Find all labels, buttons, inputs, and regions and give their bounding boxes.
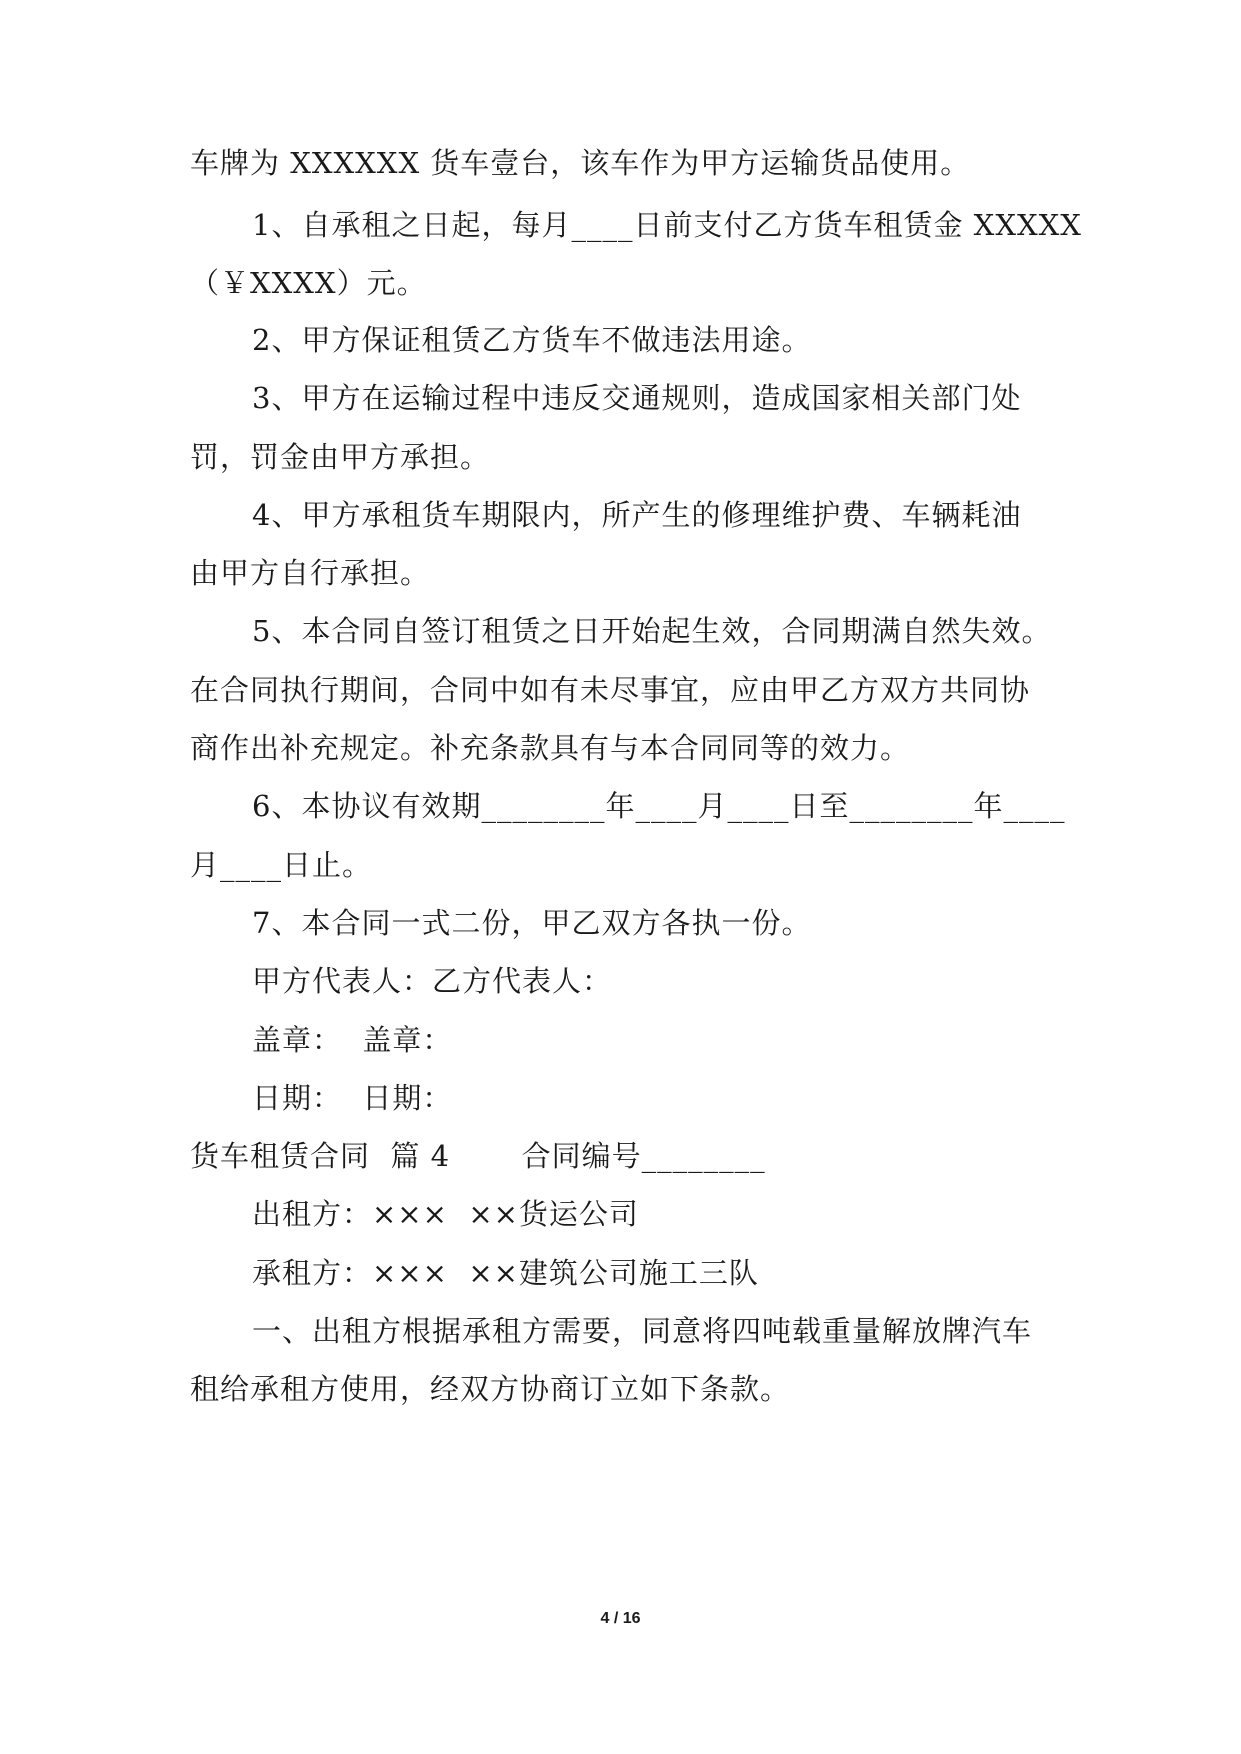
date-line: 日期： 日期： xyxy=(252,1081,453,1115)
seal-line: 盖章： 盖章： xyxy=(252,1023,453,1057)
lessee-line: 承租方：××× ××建筑公司施工三队 xyxy=(252,1256,759,1290)
lessor-line: 出租方：××× ××货运公司 xyxy=(252,1197,639,1231)
clause-1-continuation: （￥XXXX）元。 xyxy=(190,266,427,300)
section-heading: 货车租赁合同 篇 4 合同编号________ xyxy=(190,1139,766,1173)
clause-4-continuation: 由甲方自行承担。 xyxy=(190,556,431,590)
clause-7-line: 7、本合同一式二份，甲乙双方各执一份。 xyxy=(252,906,812,940)
clause-4-line: 4、甲方承租货车期限内，所产生的修理维护费、车辆耗油 xyxy=(252,498,1022,532)
clause-2-line: 2、甲方保证租赁乙方货车不做违法用途。 xyxy=(252,323,812,357)
article-1-line: 一、出租方根据承租方需要，同意将四吨载重量解放牌汽车 xyxy=(252,1314,1033,1348)
paragraph-line: 车牌为 XXXXXX 货车壹台，该车作为甲方运输货品使用。 xyxy=(190,146,971,180)
clause-5-continuation-2: 商作出补充规定。补充条款具有与本合同同等的效力。 xyxy=(190,731,911,765)
article-1-continuation: 租给承租方使用，经双方协商订立如下条款。 xyxy=(190,1372,791,1406)
clause-6-line: 6、本协议有效期________年____月____日至________年____ xyxy=(252,789,1066,823)
representatives-line: 甲方代表人：乙方代表人： xyxy=(252,964,613,998)
clause-5-continuation-1: 在合同执行期间，合同中如有未尽事宜，应由甲乙方双方共同协 xyxy=(190,673,1031,707)
clause-5-line: 5、本合同自签订租赁之日开始起生效，合同期满自然失效。 xyxy=(252,614,1052,648)
clause-3-continuation: 罚，罚金由甲方承担。 xyxy=(190,440,491,474)
page-number: 4 / 16 xyxy=(600,1610,641,1627)
clause-1-line: 1、自承租之日起，每月____日前支付乙方货车租赁金 XXXXX xyxy=(252,208,1082,242)
clause-3-line: 3、甲方在运输过程中违反交通规则，造成国家相关部门处 xyxy=(252,381,1022,415)
clause-6-continuation: 月____日止。 xyxy=(190,848,373,882)
